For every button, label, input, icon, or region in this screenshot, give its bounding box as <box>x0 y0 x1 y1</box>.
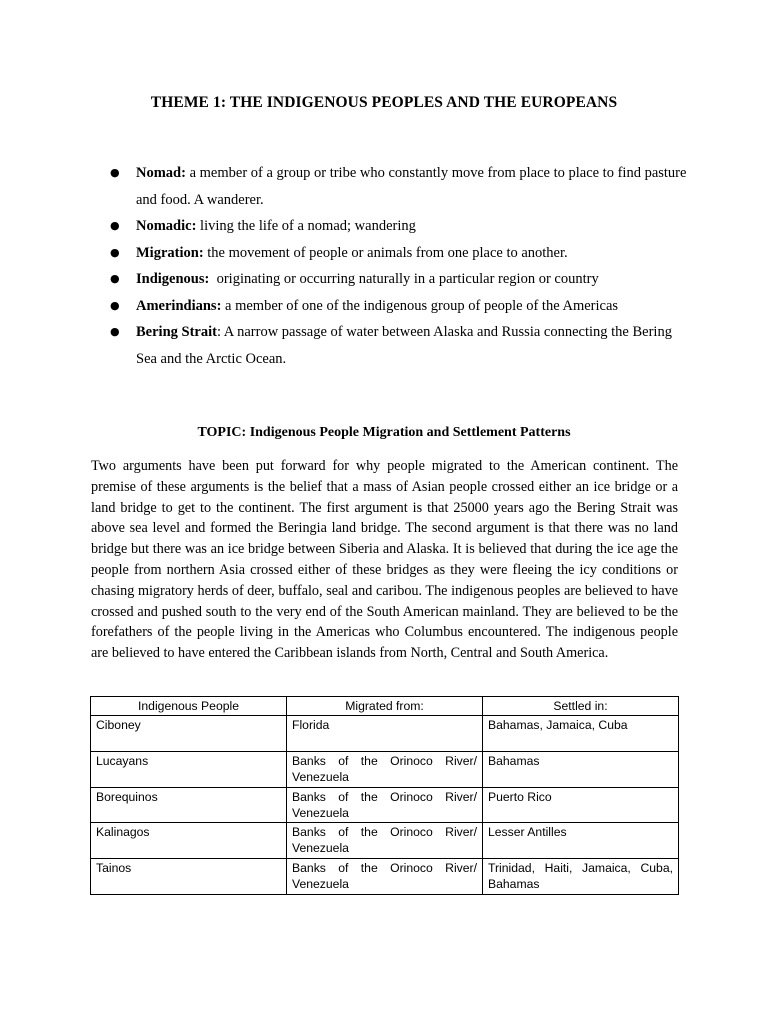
table-cell: Florida <box>287 716 483 752</box>
table-cell: Banks of the Orinoco River/ Venezuela <box>287 823 483 859</box>
column-header: Migrated from: <box>287 697 483 716</box>
table-cell: Lesser Antilles <box>483 823 679 859</box>
bullet-icon: ● <box>110 245 120 259</box>
definition-text: the movement of people or animals from one place to another. <box>203 244 568 261</box>
definition-term: Migration: <box>136 244 204 261</box>
definition-term: Nomad: <box>136 165 186 181</box>
table-cell: Bahamas, Jamaica, Cuba <box>483 716 679 752</box>
body-paragraph: Two arguments have been put forward for why people migrated to the American continent. The premise of these arguments is the belief that a mass of Asian people crossed either an ice bridge or a land bridge to get to the continent. The first argument is that 25000 years ago the Bering Strait was above sea level and formed the Beringia land bridge. The second argument is that there was no land bridge but there was an ice bridge between Siberia and Alaska. It is believed that during the ice age the people from northern Asia crossed either of these bridges as they were fleeing the icy conditions or chasing migratory herds of deer, buffalo, seal and caribou. The indigenous peoples are believed to have crossed and pushed south to the very end of the South American mainland. They are believed to be the forefathers of the people living in the Americas who Columbus encountered. The indigenous people are believed to have entered the Caribbean islands from North, Central and South America. <box>91 458 678 662</box>
table-cell: Kalinagos <box>91 823 287 859</box>
definition-term: Amerindians: <box>136 297 222 314</box>
theme-title: THEME 1: THE INDIGENOUS PEOPLES AND THE EUROPEANS <box>150 94 618 111</box>
table-cell: Banks of the Orinoco River/ Venezuela <box>287 859 483 895</box>
definition-item-nomad <box>110 160 690 213</box>
table-cell: Bahamas <box>483 752 679 788</box>
bullet-icon: ● <box>110 219 120 232</box>
table-cell: Banks of the Orinoco River/ Venezuela <box>287 752 483 788</box>
column-header: Indigenous People <box>91 697 287 716</box>
table-cell: Tainos <box>91 859 287 895</box>
bullet-icon: ● <box>110 298 120 312</box>
table-cell: Banks of the Orinoco River/ Venezuela <box>287 788 483 823</box>
definition-term: Bering Strait <box>136 324 217 340</box>
definition-text: : A narrow passage of water between Alaska and Russia connecting the Bering Sea and the Arctic Ocean. <box>136 324 672 367</box>
table-row <box>91 859 679 895</box>
table-row <box>91 788 679 823</box>
table-row <box>91 716 679 752</box>
definitions-list <box>110 160 690 372</box>
definition-text: originating or occurring naturally in a particular region or country <box>209 271 599 287</box>
definition-text: living the life of a nomad; wandering <box>196 218 416 234</box>
definition-item-bering-strait <box>110 319 690 372</box>
table-cell: Puerto Rico <box>483 788 679 823</box>
bullet-icon: ● <box>110 325 120 338</box>
table-cell: Borequinos <box>91 788 287 823</box>
definition-term: Indigenous: <box>136 271 210 287</box>
table-row <box>91 823 679 859</box>
table-cell: Lucayans <box>91 752 287 788</box>
table-cell: Ciboney <box>91 716 287 752</box>
topic-title: TOPIC: Indigenous People Migration and Settlement Patterns <box>197 425 571 440</box>
bullet-icon: ● <box>110 272 120 285</box>
table-cell: Trinidad, Haiti, Jamaica, Cuba, Bahamas <box>483 859 679 895</box>
definition-text: a member of a group or tribe who constantly move from place to place to find pasture and food. A wanderer. <box>136 165 687 208</box>
definition-item-nomadic <box>110 213 690 240</box>
bullet-icon: ● <box>110 166 120 179</box>
definition-text: a member of one of the indigenous group of people of the Americas <box>221 297 619 314</box>
definition-item-migration <box>110 240 690 267</box>
definition-item-amerindians <box>110 293 690 320</box>
definition-term: Nomadic: <box>136 218 197 234</box>
migration-table <box>90 696 679 895</box>
column-header: Settled in: <box>483 697 679 716</box>
table-row <box>91 752 679 788</box>
table-header-row <box>91 697 679 716</box>
definition-item-indigenous <box>110 266 690 293</box>
